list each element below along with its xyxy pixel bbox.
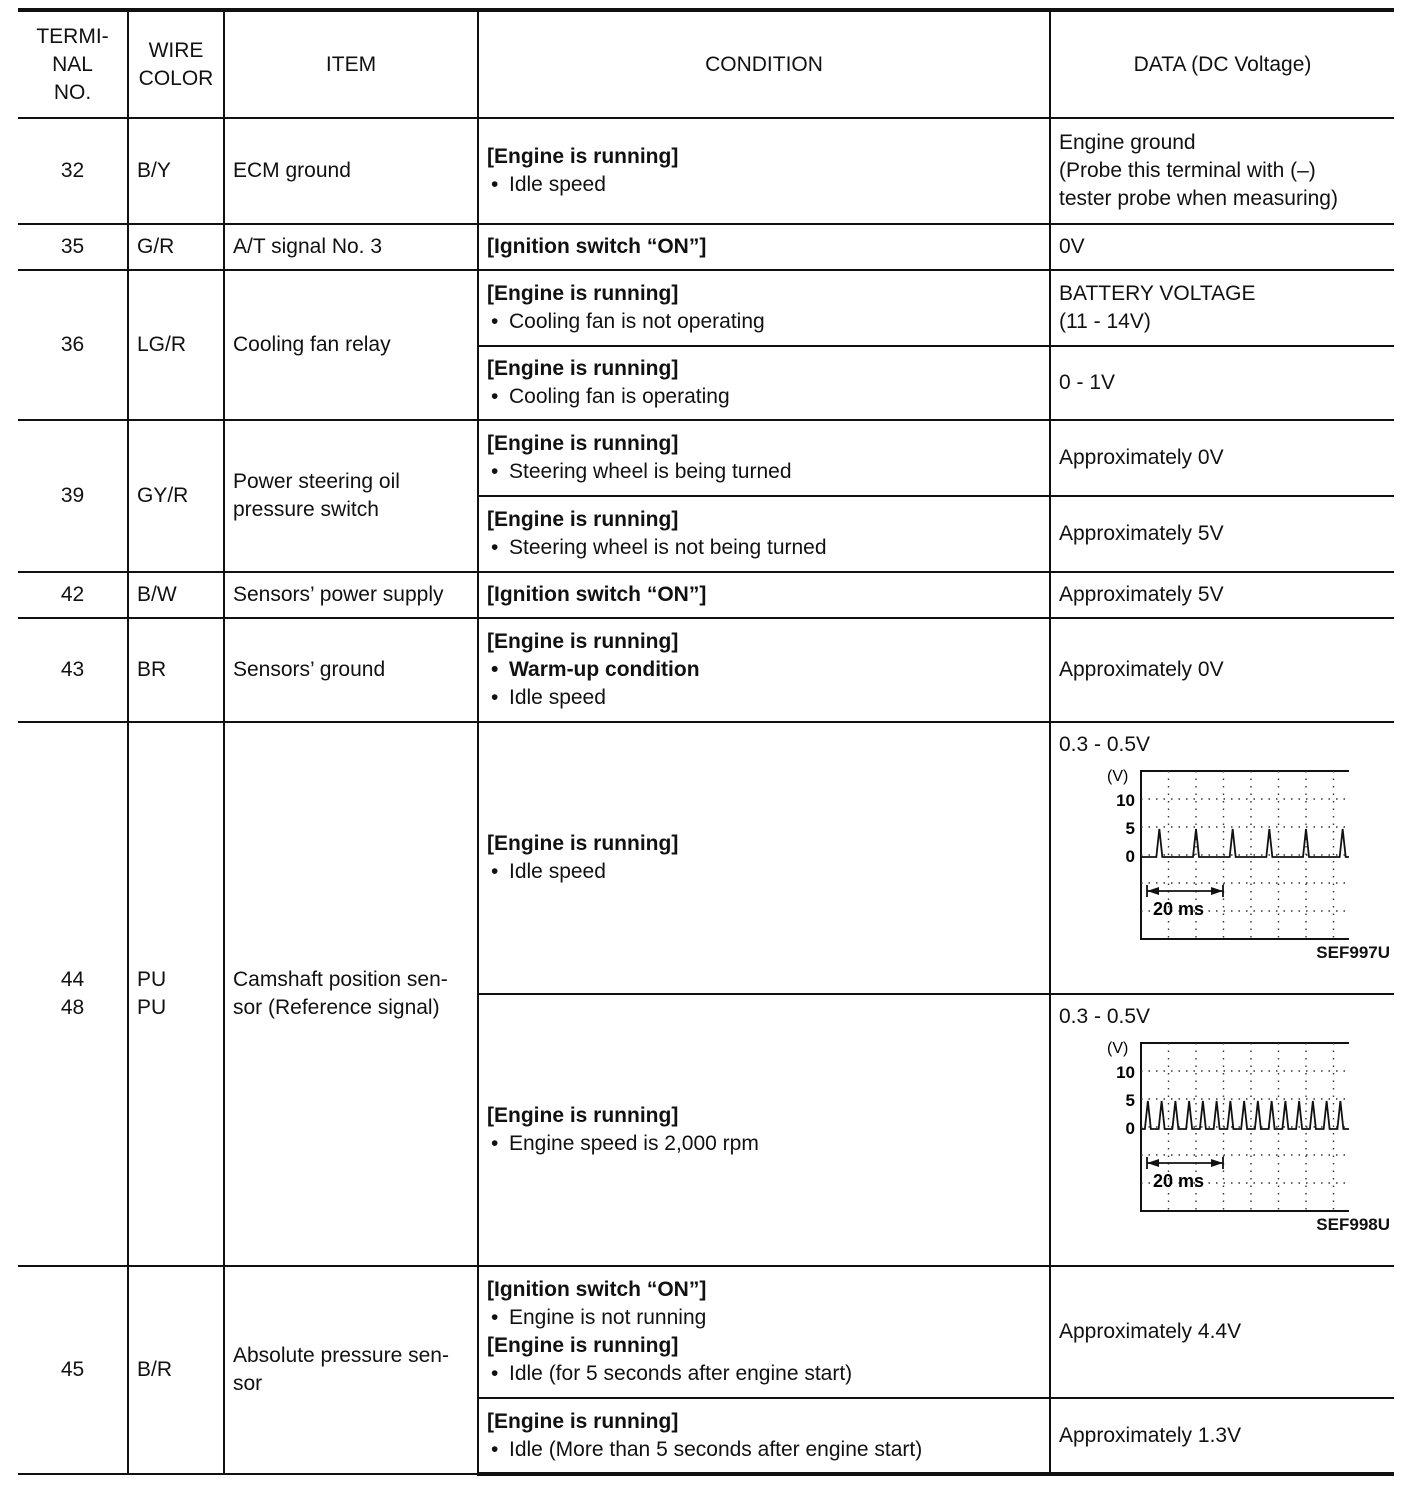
condition (478, 270, 1050, 346)
condition-bullet: • Idle speed (487, 171, 1041, 199)
tick-label: 5 (1125, 1091, 1135, 1110)
data-value (1050, 994, 1394, 1266)
condition-bullet: • Cooling fan is operating (487, 383, 1041, 411)
condition (478, 994, 1050, 1266)
condition-head: [Engine is running] (487, 832, 679, 855)
item: A/T signal No. 3 (224, 224, 478, 270)
condition-head: [Engine is running] (487, 357, 679, 380)
terminal-no: 32 (18, 118, 128, 224)
condition (478, 1266, 1050, 1398)
header-wire-color: WIRE COLOR (128, 10, 224, 118)
data-value: Approximately 4.4V (1050, 1266, 1394, 1398)
data-value: 0 - 1V (1050, 346, 1394, 420)
table-row (18, 270, 1394, 346)
condition-bullet: • Engine speed is 2,000 rpm (487, 1130, 1041, 1158)
condition-bullet: • Steering wheel is not being turned (487, 534, 1041, 562)
table-row (18, 618, 1394, 722)
table-row (18, 1266, 1394, 1398)
voltage-range: 0.3 - 0.5V (1059, 733, 1151, 756)
item: Cooling fan relay (224, 270, 478, 420)
condition-bullet: • Engine is not running (487, 1304, 1041, 1332)
table-row (18, 572, 1394, 618)
data-value: Approximately 5V (1050, 572, 1394, 618)
data-value (1050, 722, 1394, 994)
data-value: Approximately 5V (1050, 496, 1394, 572)
item: Absolute pressure sen- sor (224, 1266, 478, 1474)
terminal-no: 44 48 (18, 722, 128, 1266)
condition (478, 618, 1050, 722)
waveform-trace (1141, 829, 1349, 857)
data-value: BATTERY VOLTAGE (11 - 14V) (1050, 270, 1394, 346)
axis-unit: (V) (1107, 1040, 1129, 1057)
tick-label: 0 (1125, 847, 1135, 866)
item: Sensors’ ground (224, 618, 478, 722)
condition (478, 1398, 1050, 1474)
data-value: Engine ground (Probe this terminal with (–) tester probe when measuring) (1050, 118, 1394, 224)
waveform-trace (1141, 1101, 1349, 1129)
axis-unit: (V) (1107, 768, 1129, 785)
tick-label: 10 (1116, 1063, 1135, 1082)
header-data: DATA (DC Voltage) (1050, 10, 1394, 118)
data-value: Approximately 0V (1050, 618, 1394, 722)
time-marker-arrow (1211, 1159, 1223, 1167)
scope-chart-idle (1059, 731, 1390, 967)
condition (478, 118, 1050, 224)
tick-label: 0 (1125, 1119, 1135, 1138)
table-row (18, 722, 1394, 994)
condition-head: [Engine is running] (487, 1104, 679, 1127)
wire-color: LG/R (128, 270, 224, 420)
figure-code: SEF998U (1316, 1215, 1390, 1234)
terminal-no: 35 (18, 224, 128, 270)
table-row (18, 224, 1394, 270)
condition-head: [Engine is running] (487, 282, 679, 305)
item: ECM ground (224, 118, 478, 224)
header-row (18, 10, 1394, 118)
waveform-idle-svg (1079, 767, 1349, 963)
wire-color: B/Y (128, 118, 224, 224)
condition-head: [Ignition switch “ON”] (487, 235, 707, 258)
condition-bullet: • Steering wheel is being turned (487, 458, 1041, 486)
header-terminal: TERMI- NAL NO. (18, 10, 128, 118)
wire-color: GY/R (128, 420, 224, 572)
tick-label: 10 (1116, 791, 1135, 810)
wire-color: BR (128, 618, 224, 722)
wire-color: G/R (128, 224, 224, 270)
terminal-table-container (18, 8, 1394, 1476)
data-value: 0V (1050, 224, 1394, 270)
scope-chart-2000rpm (1059, 1003, 1390, 1239)
ecm-terminal-table (18, 8, 1394, 1476)
wire-color: B/W (128, 572, 224, 618)
table-row (18, 118, 1394, 224)
terminal-no: 43 (18, 618, 128, 722)
wire-color: B/R (128, 1266, 224, 1474)
terminal-no: 39 (18, 420, 128, 572)
condition-head: [Ignition switch “ON”] (487, 583, 707, 606)
condition-head: [Engine is running] (487, 1409, 679, 1433)
waveform-2000rpm-svg (1079, 1039, 1349, 1235)
terminal-no: 42 (18, 572, 128, 618)
tick-label: 5 (1125, 819, 1135, 838)
figure-code: SEF997U (1316, 943, 1390, 962)
condition (478, 346, 1050, 420)
condition-head: [Engine is running] (487, 1334, 679, 1357)
condition-bullet: • Cooling fan is not operating (487, 308, 1041, 336)
condition-bullet: • Idle (for 5 seconds after engine start) (487, 1360, 1041, 1388)
wire-color: PU PU (128, 722, 224, 1266)
condition (478, 496, 1050, 572)
condition-head: [Engine is running] (487, 432, 679, 455)
data-value: Approximately 0V (1050, 420, 1394, 496)
item: Power steering oil pressure switch (224, 420, 478, 572)
condition (478, 224, 1050, 270)
condition-bullet: • Warm-up condition (487, 656, 1041, 684)
condition (478, 420, 1050, 496)
time-marker-label: 20 ms (1153, 1171, 1205, 1191)
condition-head: [Engine is running] (487, 508, 679, 531)
item: Camshaft position sen- sor (Reference signal) (224, 722, 478, 1266)
table-row (18, 420, 1394, 496)
condition-head: [Ignition switch “ON”] (487, 1278, 707, 1301)
item: Sensors’ power supply (224, 572, 478, 618)
condition-head: [Engine is running] (487, 630, 679, 653)
condition-head: [Engine is running] (487, 145, 679, 168)
time-marker-arrow (1147, 1159, 1159, 1167)
condition (478, 722, 1050, 994)
condition (478, 572, 1050, 618)
header-item: ITEM (224, 10, 478, 118)
voltage-range: 0.3 - 0.5V (1059, 1005, 1151, 1028)
time-marker-arrow (1147, 887, 1159, 895)
condition-bullet: • Idle speed (487, 684, 1041, 712)
header-condition: CONDITION (478, 10, 1050, 118)
condition-bullet: • Idle speed (487, 858, 1041, 886)
time-marker-label: 20 ms (1153, 899, 1205, 919)
condition-bullet: • Idle (More than 5 seconds after engine start) (487, 1436, 1041, 1464)
data-value: Approximately 1.3V (1050, 1398, 1394, 1474)
terminal-no: 45 (18, 1266, 128, 1474)
terminal-no: 36 (18, 270, 128, 420)
time-marker-arrow (1211, 887, 1223, 895)
